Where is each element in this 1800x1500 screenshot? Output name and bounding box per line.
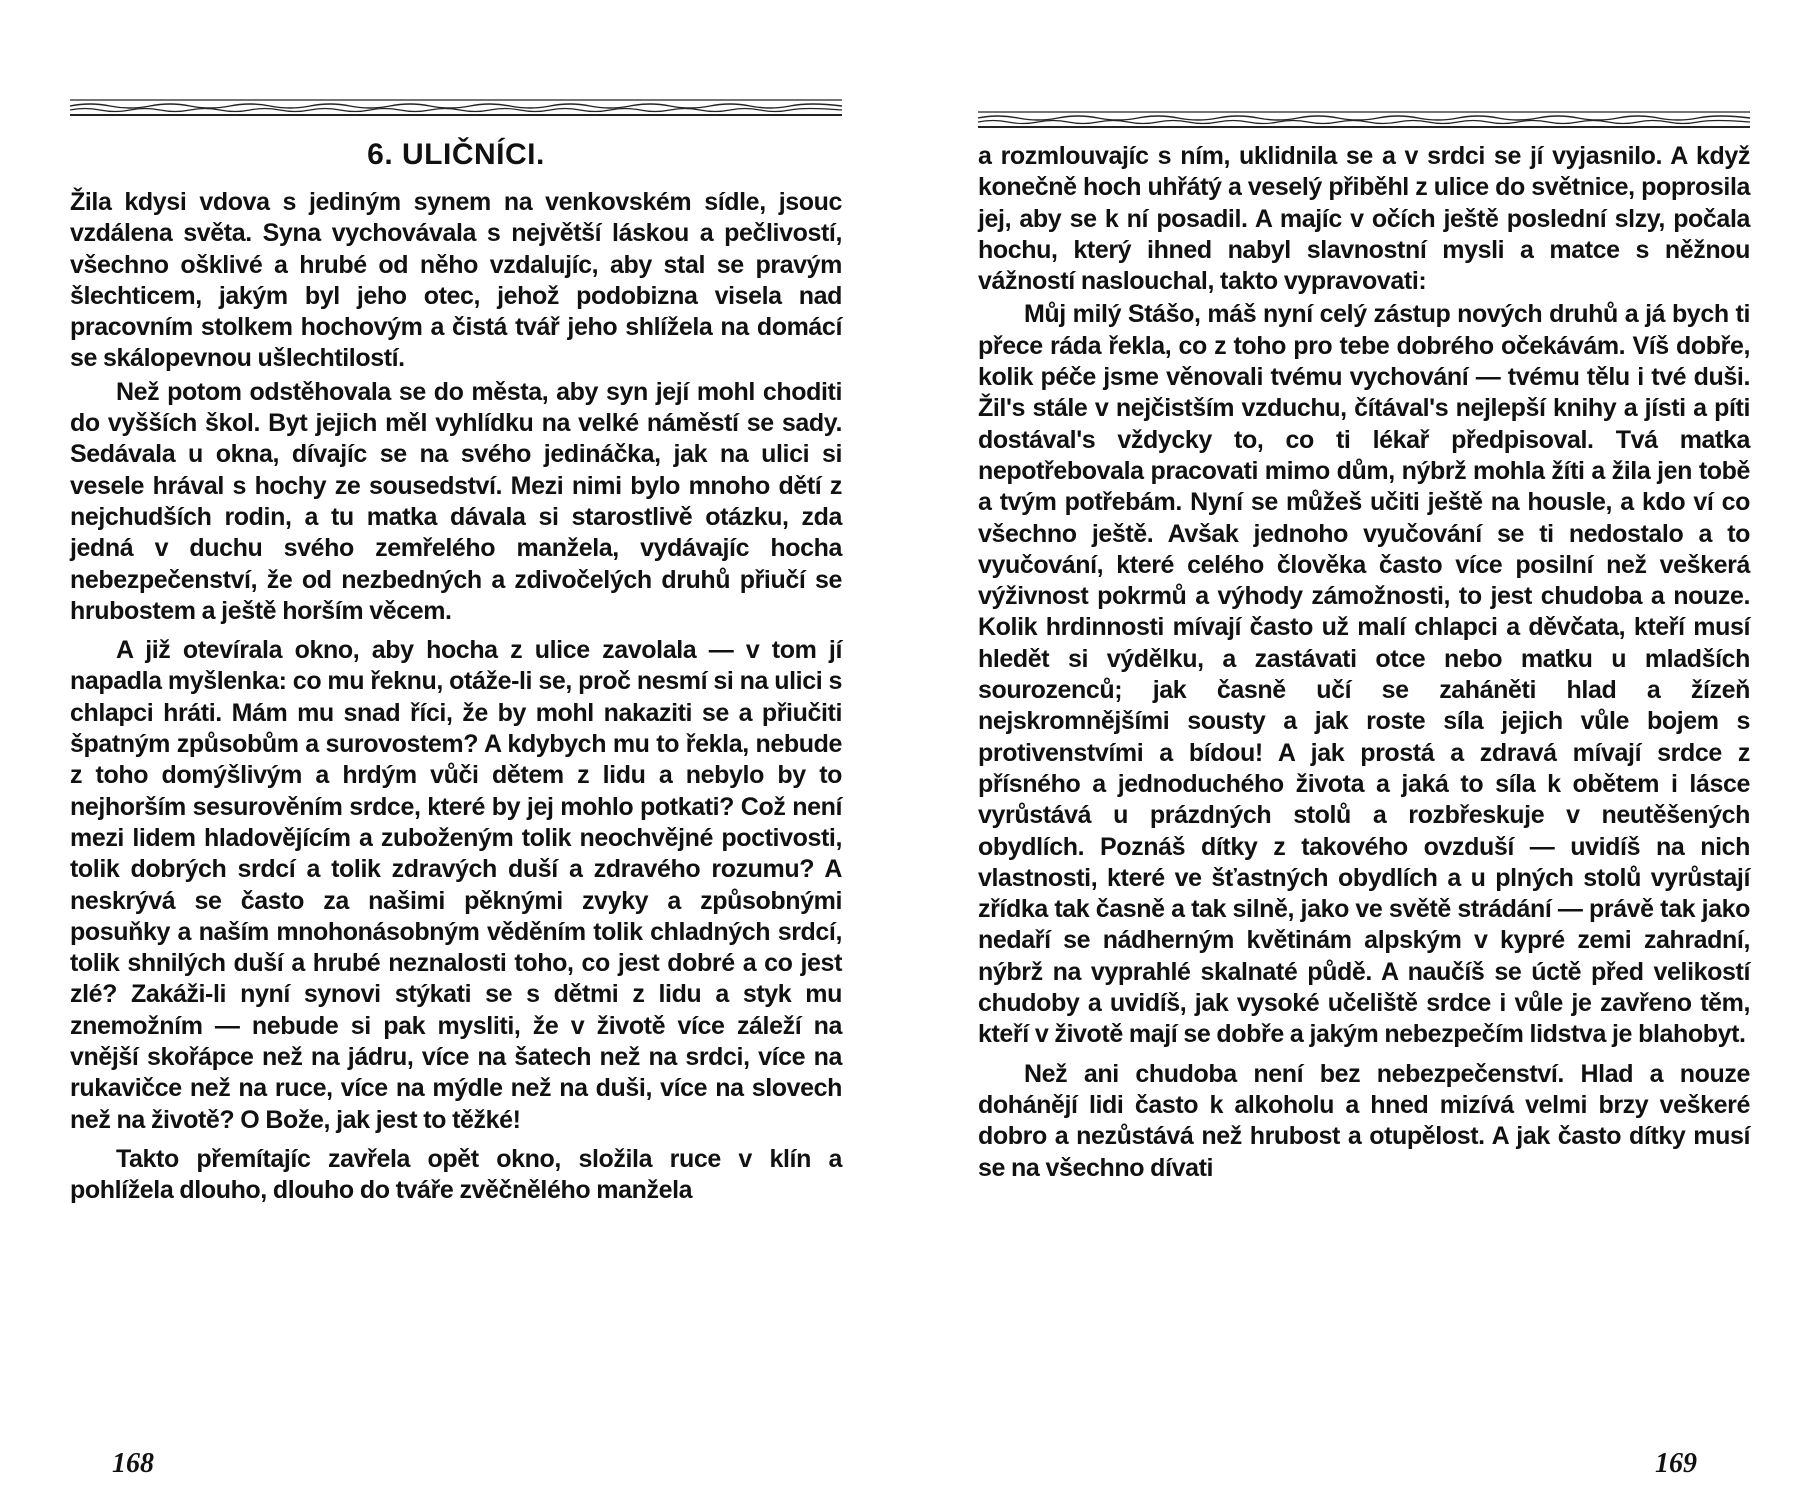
header-ornament-rule (70, 96, 842, 118)
paragraph: Můj milý Stášo, máš nyní celý zástup nových druhů a já bych ti přece ráda řekla, co z toho pro tebe dobrého očekávám. Víš dobře, kolik péče jsme věnovali tvému vychování — tvému tělu i tvé duši. Žil's stále v nejčistším vzduchu, čítával's nejlepší knihy a jísti a píti dostával's vždycky to, co ti lékař předpisoval. Tvá matka nepotřebovala pracovati mimo dům, nýbrž mohla žíti a žila jen tobě a tvým potřebám. Nyní se můžeš učiti ještě na housle, a kdo ví co všechno ještě. Avšak jednoho vyučování se ti nedostalo a to vyučování, které celého člověka často více posilní než veškerá výživnost pokrmů a výhody zámožnosti, to jest chudoba a nouze. Kolik hrdinnosti mívají často už malí chlapci a děvčata, kteří musí hledět si výdělku, a zastávati otce nebo matku u mladších sourozenců; jak časně učí se zaháněti hlad a žízeň nejskromnějšími sousty a jak roste síla jejich vůle bojem s protivenstvími a bídou! A jak prostá a zdravá mívají srdce z přísného a jednoduchého života a jaká to síla k obětem i lásce vyrůstává u prázdných stolů a rozbřeskuje v neutěšených obydlích. Poznáš dítky z takového ovzduší — uvidíš na nich vlastnosti, které ve šťastných obydlích a u plných stolů vyrůstají zřídka tak časně a tak silně, jako ve světě strádání — právě tak jako nedaří se nádherným květinám alpským v kypré zemi zahradní, nýbrž na vyprahlé skalnaté půdě. A naučíš se úctě před velikostí chudoby a uvidíš, jak vysoké učeliště srdce i vůle je zavřeno těm, kteří v životě mají se dobře a jakým nebezpečím lidstva je blahobyt. (978, 300, 1750, 1049)
page-number: 169 (1655, 1448, 1697, 1479)
chapter-title: 6. ULIČNÍCI. (367, 138, 545, 171)
header-ornament-rule (978, 108, 1750, 130)
paragraph: Žila kdysi vdova s jediným synem na venkovském sídle, jsouc vzdálena světa. Syna vychovávala s největší láskou a pečlivostí, všechno ošklivé a hrubé od něho vzdalujíc, aby stal se pravým šlechticem, jakým byl jeho otec, jehož podobizna visela nad pracovním stolkem hochovým a čistá tvář jeho shlížela na domácí se skálopevnou ušlechtilostí. (70, 188, 842, 373)
right-page (900, 0, 1800, 1500)
paragraph: Než ani chudoba není bez nebezpečenství. Hlad a nouze dohánějí lidi často k alkoholu a hned mizívá velmi brzy veškeré dobro a nezůstává než hrubost a otupělost. A jak často dítky musí se na všechno dívati (978, 1059, 1750, 1182)
paragraph: a rozmlouvajíc s ním, uklidnila se a v srdci se jí vyjasnilo. A když konečně hoch uhřátý a veselý přiběhl z ulice do světnice, poprosila jej, aby se k ní posadil. A majíc v očích ještě poslední slzy, počala hochu, který ihned nabyl slavnostní mysli a matce s něžnou vážností naslouchal, takto vypravovati: (978, 142, 1750, 296)
page-number: 168 (112, 1448, 154, 1479)
paragraph: A již otevírala okno, aby hocha z ulice zavolala — v tom jí napadla myšlenka: co mu řeknu, otáže-li se, proč nesmí si na ulici s chlapci hráti. Mám mu snad říci, že by mohl nakaziti se a přiučiti špatným způsobům a surovostem? A kdybych mu to řekla, nebude z toho domýšlivým a hrdým vůči dětem z lidu a nebylo by to nejhorším sesurověním srdce, které by jej mohlo potkati? Což není mezi lidem hladovějícím a zuboženým tolik neochvějné poctivosti, tolik dobrých srdcí a tolik zdravých duší a zdravého rozumu? A neskrývá se často za našimi pěknými zvyky a způsobnými posuňky a naším mnohonásobným věděním tolik chladných srdcí, tolik shnilých duší a hrubé neznalosti toho, co jest dobré a co jest zlé? Zakáži-li nyní synovi stýkati se s dětmi z lidu a styk mu znemožním — nebude si pak mysliti, že v životě více záleží na vnější skořápce než na jádru, více na šatech než na srdci, více na rukavičce než na ruce, více na mýdle než na duši, více na slovech než na životě? O Bože, jak jest to těžké! (70, 636, 842, 1134)
paragraph: Takto přemítajíc zavřela opět okno, složila ruce v klín a pohlížela dlouho, dlouho do tváře zvěčnělého manžela (70, 1144, 842, 1205)
right-page-text (978, 141, 1750, 1192)
left-page-text (70, 187, 842, 1215)
paragraph: Než potom odstěhovala se do města, aby syn její mohl choditi do vyšších škol. Byt jejich měl vyhlídku na velké náměstí se sady. Sedávala u okna, dívajíc se na svého jedináčka, jak na ulici si vesele hrával s hochy ze sousedství. Mezi nimi bylo mnoho dětí z nejchudších rodin, a tu matka dávala si starostlivě otázku, zda jedná v duchu svého zemřelého manžela, vydávajíc hocha nebezpečenství, že od nezbedných a zdivočelých druhů přiučí se hrubostem a ještě horším věcem. (70, 377, 842, 625)
